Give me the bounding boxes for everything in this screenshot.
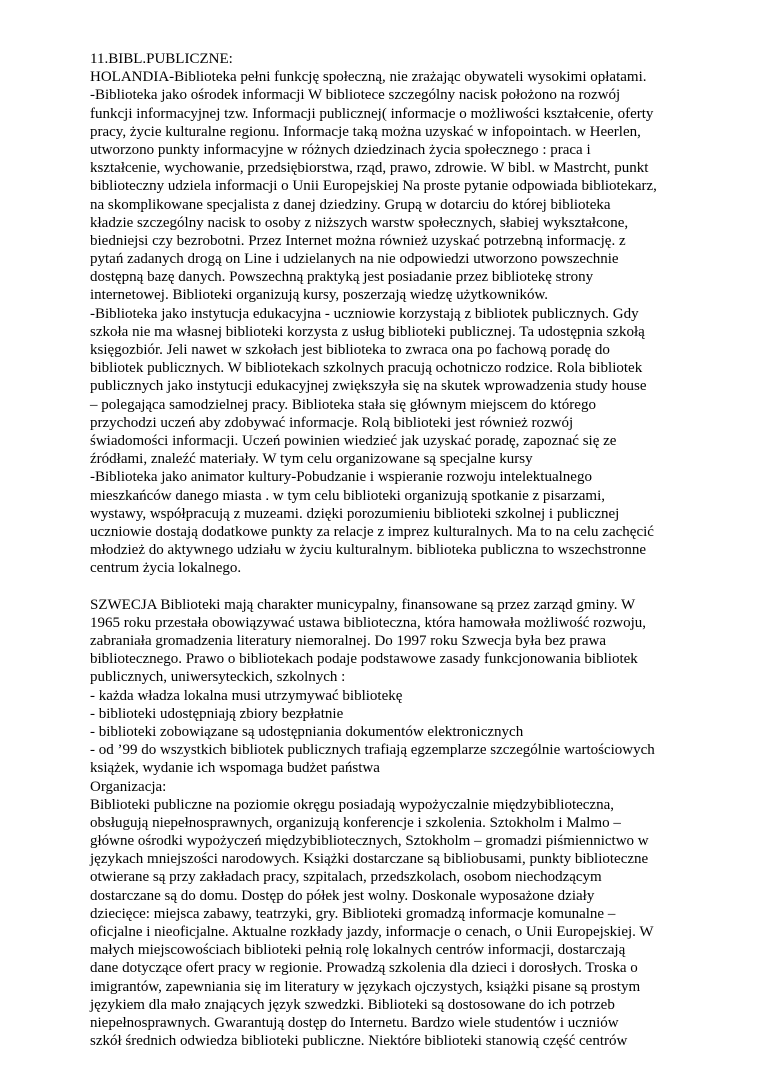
text-line: imigrantów, zapewniania się im literatury w językach ojczystych, książki pisane są prostym — [90, 978, 641, 995]
text-line: obsługują niepełnosprawnych, organizują konferencje i szkolenia. Sztokholm i Malmo – — [90, 814, 621, 831]
text-line: Organizacja: — [90, 778, 167, 795]
text-line: główne ośrodki wypożyczeń międzybibliotecznych, Sztokholm – gromadzi piśmiennictwo w — [90, 833, 649, 850]
paragraph-gap — [90, 577, 690, 595]
section-szwecja — [90, 596, 690, 1051]
text-line: internetowej. Biblioteki organizują kursy, poszerzają wiedzę użytkowników. — [90, 287, 549, 304]
text-line: Biblioteki publiczne na poziomie okręgu posiadają wypożyczalnie międzybiblioteczna, — [90, 796, 614, 813]
text-line: dziecięce: miejsca zabawy, teatrzyki, gry. Biblioteki gromadzą informacje komunalne – — [90, 905, 616, 922]
text-line: – polegająca samodzielnej pracy. Biblioteka stała się głównym miejscem do którego — [90, 396, 596, 413]
text-line: dostarczane są do domu. Dostęp do półek jest wolny. Doskonale wyposażone działy — [90, 887, 595, 904]
text-line: źródłami, znaleźć materiały. W tym celu organizowane są specjalne kursy — [90, 451, 533, 468]
text-line: zabraniała gromadzenia literatury niemoralnej. Do 1997 roku Szwecja była bez prawa — [90, 633, 607, 649]
text-line: centrum życia lokalnego. — [90, 560, 242, 577]
text-line: dostępną bazę danych. Powszechną praktyką jest posiadanie przez bibliotekę strony — [90, 269, 594, 286]
text-line: pytań zadanych drogą on Line i udzielanych na nie odpowiedzi utworzono powszechnie — [90, 251, 619, 268]
text-line: - biblioteki udostępniają zbiory bezpłatnie — [90, 705, 344, 722]
text-line: bibliotecznego. Prawo o bibliotekach podaje podstawowe zasady funkcjonowania bibliotek — [90, 651, 638, 668]
text-line: publicznych jako instytucji edukacyjnej zwiększyła się na skutek wprowadzenia study house — [90, 378, 647, 395]
text-line: kształcenie, wychowanie, przedsiębiorstwa, rząd, prawo, zdrowie. W bibl. w Mastrcht, punkt — [90, 160, 649, 177]
text-line: wystawy, współpracują z muzeami. dzięki porozumieniu biblioteki szkolnej i publicznej — [90, 505, 620, 522]
text-line: księgozbiór. Jeli nawet w szkołach jest biblioteka to zwraca ona po fachową poradę do — [90, 342, 610, 358]
section-holandia — [90, 68, 690, 577]
text-line: otwierane są przy zakładach pracy, szpitalach, przedszkolach, osobom niechodzącym — [90, 869, 602, 886]
text-line: świadomości informacji. Uczeń powinien wiedzieć jak uzyskać poradę, zapoznać się ze — [90, 432, 617, 449]
text-line: mieszkańców danego miasta . w tym celu biblioteki organizują spotkanie z pisarzami, — [90, 487, 605, 504]
text-line: - każda władza lokalna musi utrzymywać bibliotekę — [90, 687, 403, 704]
text-line: młodzież do aktywnego udziału w życiu kulturalnym. biblioteka publiczna to wszechstronne — [90, 542, 647, 559]
text-line: -Biblioteka jako instytucja edukacyjna - uczniowie korzystają z bibliotek publicznych. Gdy — [90, 305, 639, 322]
text-line: małych miejscowościach biblioteki pełnią rolę lokalnych centrów informacji, dostarczają — [90, 942, 626, 959]
text-line: -Biblioteka jako ośrodek informacji W bibliotece szczególny nacisk położono na rozwój — [90, 87, 621, 104]
text-line: przychodzi uczeń aby zdobywać informacje. Rolą biblioteki jest również rozwój — [90, 414, 574, 431]
text-line: książek, wydanie ich wspomaga budżet państwa — [90, 760, 380, 777]
text-line: uczniowie dostają dodatkowe punkty za relacje z imprez kulturalnych. Ma to na celu zachęcić — [90, 523, 654, 540]
text-line: funkcji informacyjnej tzw. Informacji publicznej( informacje o możliwości kształcenie, oferty — [90, 105, 654, 122]
text-line: biblioteczny udziela informacji o Unii Europejskiej Na proste pytanie odpowiada bibliotekarz, — [90, 178, 657, 195]
text-line: kładzie szczególny nacisk to osoby z niższych warstw społecznych, słabiej wykształcone, — [90, 214, 629, 231]
text-line: - od ’99 do wszystkich bibliotek publicznych trafiają egzemplarze szczególnie wartościowych — [90, 742, 655, 759]
text-line: językiem dla mało znających język szwedzki. Biblioteki są dostosowane do ich potrzeb — [90, 996, 615, 1013]
text-line: dane dotyczące ofert pracy w regionie. Prowadzą szkolenia dla dzieci i dorosłych. Troska o — [90, 960, 638, 977]
text-line: HOLANDIA-Biblioteka pełni funkcję społeczną, nie zrażając obywateli wysokimi opłatami. — [90, 69, 647, 86]
text-line: językach mniejszości narodowych. Książki dostarczane są bibliobusami, punkty biblioteczne — [90, 851, 649, 868]
text-line: -Biblioteka jako animator kultury-Pobudzanie i wspieranie rozwoju intelektualnego — [90, 469, 592, 486]
text-line: szkół średnich odwiedza biblioteki publiczne. Niektóre biblioteki stanowią część centrów — [90, 1033, 628, 1050]
text-line: publicznych, uniwersyteckich, szkolnych : — [90, 669, 346, 686]
text-line: niepełnosprawnych. Gwarantują dostęp do Internetu. Bardzo wiele studentów i uczniów — [90, 1014, 619, 1031]
text-line: szkoła nie ma własnej biblioteki korzysta z usług biblioteki publicznej. Ta udostępnia szkołą — [90, 323, 645, 340]
text-line: bibliotek publicznych. W bibliotekach szkolnych pracują ochotniczo rodzice. Rola bibliotek — [90, 360, 643, 377]
text-line: utworzono punkty informacyjne w różnych dziedzinach życia społecznego : praca i — [90, 141, 591, 158]
text-line: - biblioteki zobowiązane są udostępniania dokumentów elektronicznych — [90, 723, 524, 740]
text-line: oficjalne i nieoficjalne. Aktualne rozkłady jazdy, informacje o cenach, o Unii Europejskiej. W — [90, 924, 654, 940]
document-title: 11.BIBL.PUBLICZNE: — [90, 51, 233, 67]
text-line: na skomplikowane specjalista z danej dziedziny. Grupą w dotarciu do której biblioteka — [90, 196, 611, 213]
text-line: pracy, życie kulturalne regionu. Informacje taką można uzyskać w infopointach. w Heerlen, — [90, 123, 641, 140]
document-body — [90, 50, 690, 1050]
text-line: 1965 roku przestała obowiązywać ustawa biblioteczna, która hamowała możliwość rozwoju, — [90, 614, 647, 631]
text-line: SZWECJA Biblioteki mają charakter municypalny, finansowane są przez zarząd gminy. W — [90, 596, 636, 613]
text-line: biedniejsi czy bezrobotni. Przez Internet można również uzyskać potrzebną informację. z — [90, 232, 626, 249]
